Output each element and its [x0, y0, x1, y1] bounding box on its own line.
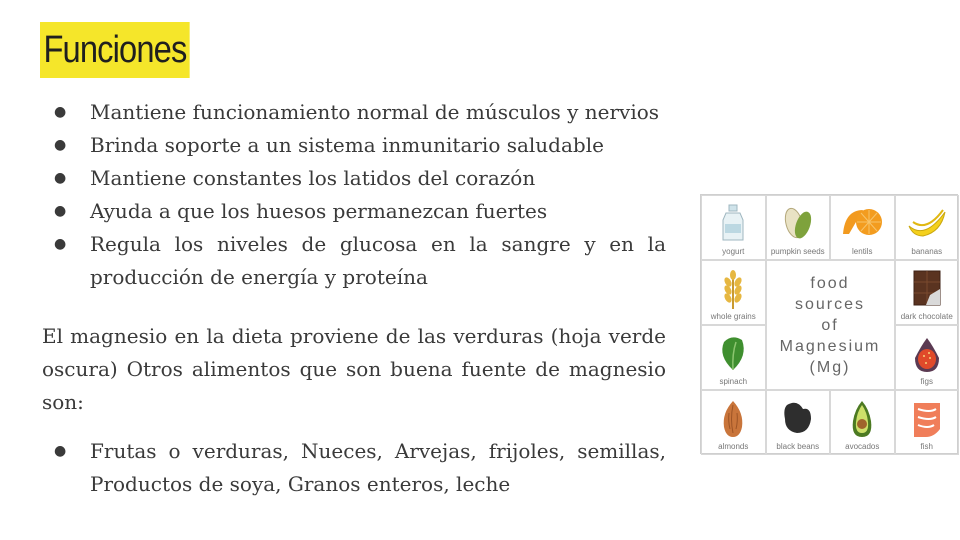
list-item: ● Mantiene constantes los latidos del corazón: [42, 162, 666, 195]
yogurt-icon: [719, 204, 747, 242]
center-line: Magnesium: [779, 337, 881, 355]
lentils-icon: [839, 204, 885, 242]
food-label: avocados: [845, 442, 880, 451]
magnesium-paragraph: El magnesio en la dieta proviene de las verduras (hoja verde oscura) Otros alimentos que son buena fuente de magnesio son:: [42, 324, 666, 414]
almonds-icon: [720, 399, 746, 439]
slide-title: Funciones: [40, 22, 190, 78]
list-item: ● Frutas o verduras, Nueces, Arvejas, frijoles, semillas, Productos de soya, Granos enteros, leche: [42, 435, 666, 501]
food-cell-avocados: [830, 390, 895, 455]
sources-list: [42, 435, 666, 501]
list-item: ● Regula los niveles de glucosa en la sangre y en la producción de energía y proteína: [42, 228, 666, 294]
list-item: ● Ayuda a que los huesos permanezcan fuertes: [42, 195, 666, 228]
food-cell-lentils: [830, 195, 895, 260]
food-label: fish: [920, 442, 933, 451]
center-line: of: [821, 316, 839, 334]
center-line: (Mg): [809, 358, 851, 376]
food-cell-bananas: [895, 195, 960, 260]
food-cell-dark-chocolate: [895, 260, 960, 325]
spinach-icon: [718, 334, 748, 372]
black-beans-icon: [781, 399, 815, 437]
center-line: food: [810, 274, 850, 292]
food-label: dark chocolate: [900, 312, 953, 321]
food-label: figs: [920, 377, 933, 386]
food-label: black beans: [776, 442, 820, 451]
magnesium-food-image: [700, 194, 958, 454]
whole-grains-icon: [720, 269, 746, 309]
food-label: pumpkin seeds: [770, 247, 825, 256]
food-cell-almonds: [701, 390, 766, 455]
food-cell-pumpkin-seeds: [766, 195, 831, 260]
food-label: almonds: [718, 442, 749, 451]
food-cell-yogurt: [701, 195, 766, 260]
food-cell-figs: [895, 325, 960, 390]
bananas-icon: [905, 204, 949, 242]
list-item: ● Mantiene funcionamiento normal de músculos y nervios: [42, 96, 666, 129]
slide-body: [42, 96, 666, 501]
avocados-icon: [847, 399, 877, 439]
food-label: yogurt: [722, 247, 745, 256]
figs-icon: [911, 334, 943, 374]
food-label: bananas: [911, 247, 943, 256]
pumpkin-seeds-icon: [780, 204, 816, 242]
list-item: ● Brinda soporte a un sistema inmunitario saludable: [42, 129, 666, 162]
fish-icon: [910, 399, 944, 439]
image-center-text: [766, 260, 895, 390]
food-cell-fish: [895, 390, 960, 455]
food-cell-black-beans: [766, 390, 831, 455]
food-cell-spinach: [701, 325, 766, 390]
dark-chocolate-icon: [912, 269, 942, 307]
food-label: spinach: [719, 377, 748, 386]
center-line: sources: [794, 295, 866, 313]
food-label: lentils: [852, 247, 873, 256]
food-cell-whole-grains: [701, 260, 766, 325]
functions-list: [42, 96, 666, 294]
food-label: whole grains: [710, 312, 756, 321]
